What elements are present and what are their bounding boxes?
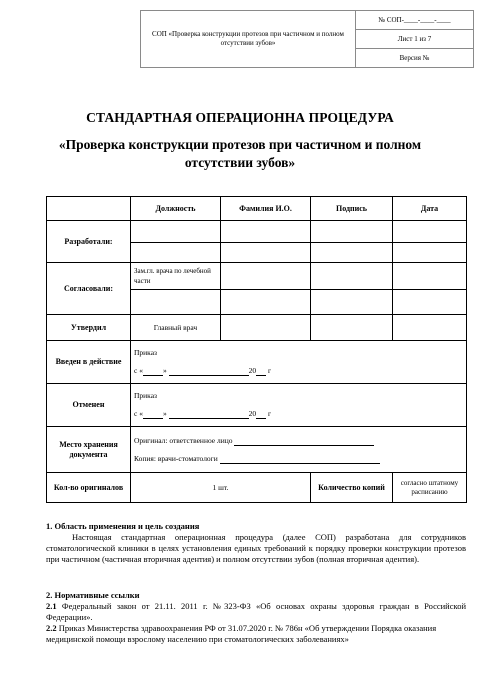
cancelled-order — [131, 384, 467, 427]
section-scope-heading: 1. Область применения и цель создания — [46, 521, 200, 531]
date-open-quote: с « — [134, 409, 143, 418]
date-year-suffix: г — [267, 409, 272, 418]
table-corner — [47, 197, 131, 221]
col-signature: Подпись — [311, 197, 393, 221]
date-year: 20 — [248, 366, 257, 375]
document-title: СТАНДАРТНАЯ ОПЕРАЦИОННА ПРОЦЕДУРА — [86, 110, 394, 125]
reference-item-1-number: 2.1 — [46, 601, 57, 611]
approved-signature[interactable] — [311, 315, 393, 341]
sop-header-table — [140, 10, 474, 68]
agreed-signature-1[interactable] — [311, 263, 393, 290]
developed-name-1[interactable] — [221, 221, 311, 243]
developed-date-1[interactable] — [393, 221, 467, 243]
introduced-order — [131, 341, 467, 384]
section-scope-text: Настоящая стандартная операционная процедура (далее СОП) разработана для сотрудников стоматологической клиники в целях установления единых требований к порядку проверки конструкции протезов при частичном (частичная вторичная адентия) и полном отсутствии зубов (полная вторичная адентия). — [46, 532, 466, 564]
date-open-quote: с « — [134, 366, 143, 375]
introduced-order-label: Приказ — [134, 348, 158, 357]
introduced-order-date[interactable] — [134, 366, 463, 376]
storage-info — [131, 427, 467, 473]
copies-count-value: согласно штатному расписанию — [393, 473, 467, 503]
document-subtitle: «Проверка конструкции протезов при частичном и полном отсутствии зубов» — [58, 137, 422, 170]
cancelled-order-date[interactable] — [134, 409, 463, 419]
row-approved-label: Утвердил — [47, 315, 131, 341]
row-developed-label: Разработали: — [47, 221, 131, 263]
row-introduced-label: Введен в действие — [47, 341, 131, 384]
copy-label: Копия: врачи-стоматологи — [134, 453, 218, 463]
storage-original[interactable] — [134, 436, 463, 446]
original-label: Оригинал: ответственное лицо — [134, 435, 233, 445]
developed-signature-2[interactable] — [311, 243, 393, 263]
col-position: Должность — [131, 197, 221, 221]
copies-count-label: Количество копий — [311, 473, 393, 503]
developed-date-2[interactable] — [393, 243, 467, 263]
agreed-name-2[interactable] — [221, 290, 311, 315]
agreed-date-2[interactable] — [393, 290, 467, 315]
developed-position-1[interactable] — [131, 221, 221, 243]
developed-position-2[interactable] — [131, 243, 221, 263]
agreed-position-2[interactable] — [131, 290, 221, 315]
row-originals-label: Кол-во оригиналов — [47, 473, 131, 503]
col-name: Фамилия И.О. — [221, 197, 311, 221]
approved-name[interactable] — [221, 315, 311, 341]
row-agreed-label: Согласовали: — [47, 263, 131, 315]
agreed-name-1[interactable] — [221, 263, 311, 290]
date-close-quote: » — [162, 366, 167, 375]
developed-name-2[interactable] — [221, 243, 311, 263]
version-info: Версия № — [356, 49, 474, 68]
agreed-position: Зам.гл. врача по лечебной части — [131, 263, 221, 290]
storage-copy[interactable] — [134, 454, 463, 464]
agreed-signature-2[interactable] — [311, 290, 393, 315]
row-storage-label: Место хранения документа — [47, 427, 131, 473]
approval-table — [46, 196, 467, 503]
section-references — [46, 590, 466, 645]
sop-number: № СОП-____-____-____ — [356, 11, 474, 30]
developed-signature-1[interactable] — [311, 221, 393, 243]
date-year: 20 — [248, 409, 257, 418]
reference-item-1-text: Федеральный закон от 21.11. 2011 г. №323-ФЗ «Об основах охраны здоровья граждан в Российской Федерации». — [46, 601, 467, 622]
sop-name: СОП «Проверка конструкции протезов при частичном и полном отсутствии зубов» — [141, 11, 356, 68]
reference-item-2 — [46, 623, 466, 645]
sheet-info: Лист 1 из 7 — [356, 30, 474, 49]
reference-item-1 — [46, 601, 466, 623]
agreed-date-1[interactable] — [393, 263, 467, 290]
approved-position: Главный врач — [131, 315, 221, 341]
section-scope — [46, 521, 466, 565]
date-close-quote: » — [162, 409, 167, 418]
originals-count: 1 шт. — [131, 473, 311, 503]
date-year-suffix: г — [267, 366, 272, 375]
approved-date[interactable] — [393, 315, 467, 341]
section-references-heading: 2. Нормативные ссылки — [46, 590, 140, 600]
col-date: Дата — [393, 197, 467, 221]
reference-item-2-number: 2.2 — [46, 623, 57, 633]
row-cancelled-label: Отменен — [47, 384, 131, 427]
cancelled-order-label: Приказ — [134, 391, 158, 400]
reference-item-2-text: Приказ Министерства здравоохранения РФ от 31.07.2020 г. № 786н «Об утверждении Порядка оказания медицинской помощи взрослому населению при стоматологических заболеваниях» — [46, 623, 437, 644]
